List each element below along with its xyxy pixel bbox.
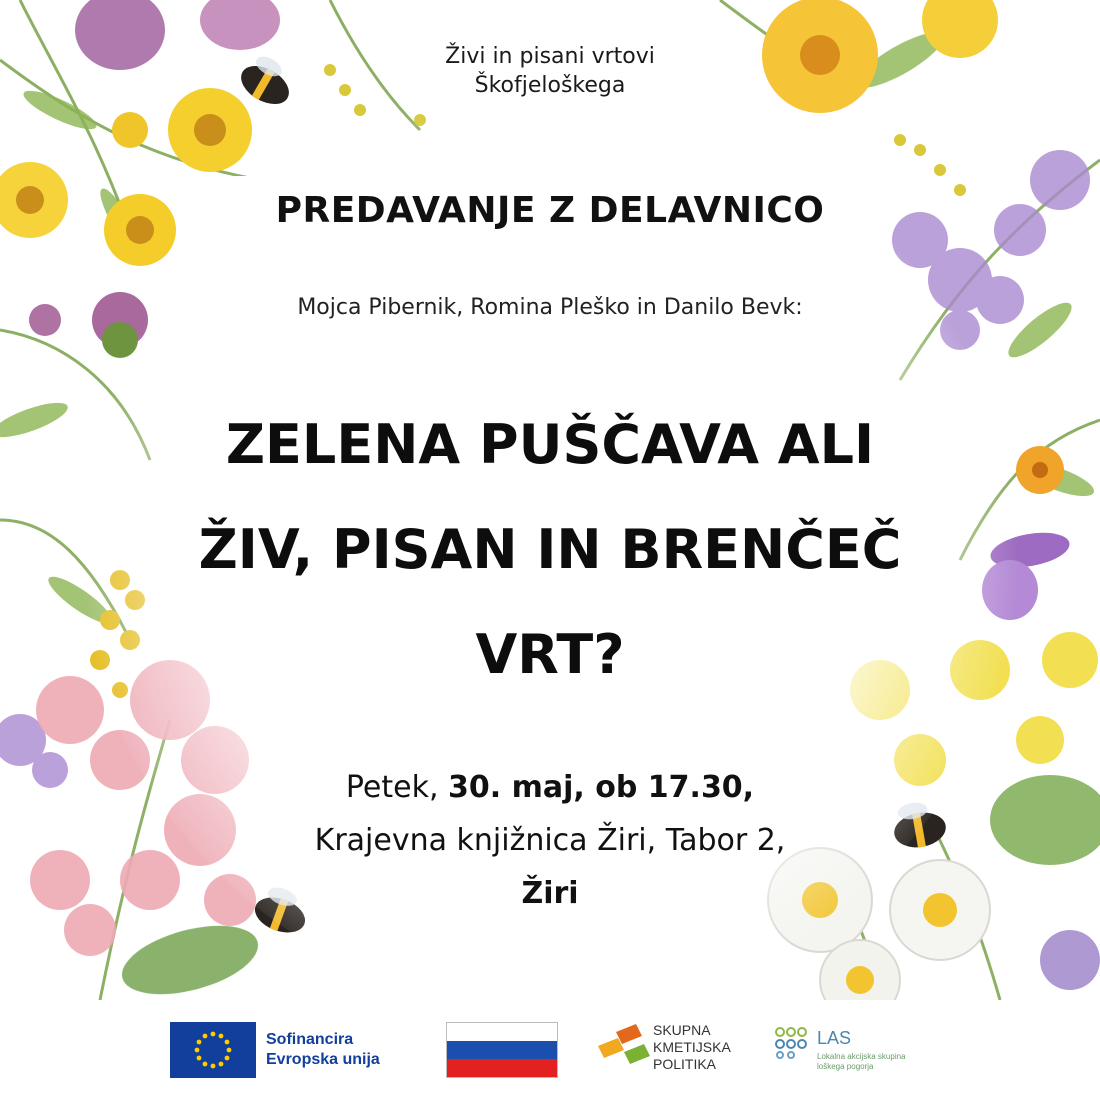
eu-line1: Sofinancira bbox=[266, 1031, 354, 1048]
skp-line2: KMETIJSKA bbox=[653, 1039, 731, 1055]
series-title bbox=[0, 42, 1100, 100]
lecture-title-line3: VRT? bbox=[475, 623, 625, 686]
las-sub-line1: Lokalna akcijska skupina bbox=[817, 1052, 906, 1061]
las-name: LAS bbox=[817, 1028, 852, 1048]
eu-cofinance-label bbox=[266, 1030, 380, 1070]
event-day: Petek, bbox=[345, 770, 439, 805]
skp-line3: POLITIKA bbox=[653, 1056, 717, 1072]
skp-line1: SKUPNA bbox=[653, 1022, 711, 1038]
series-title-line2: Škofjeloškega bbox=[474, 73, 626, 98]
lecture-title-line2: ŽIV, PISAN IN BRENČEČ bbox=[198, 518, 902, 581]
event-town: Žiri bbox=[521, 876, 579, 911]
authors-line: Mojca Pibernik, Romina Pleško in Danilo Bevk: bbox=[297, 295, 803, 320]
las-subtitle bbox=[817, 1052, 906, 1072]
sponsor-footer bbox=[0, 1000, 1100, 1100]
event-date-time: 30. maj, ob 17.30, bbox=[448, 770, 755, 805]
lecture-title bbox=[0, 392, 1100, 707]
las-sub-line2: loškega pogorja bbox=[817, 1062, 874, 1071]
skp-label bbox=[653, 1022, 731, 1073]
kicker-heading: PREDAVANJE Z DELAVNICO bbox=[275, 190, 825, 231]
event-venue: Krajevna knjižnica Žiri, Tabor 2, bbox=[314, 823, 786, 858]
series-title-line1: Živi in pisani vrtovi bbox=[445, 44, 655, 69]
las-logo-icon bbox=[773, 1024, 815, 1060]
slovenia-flag-icon bbox=[446, 1022, 558, 1078]
event-date bbox=[0, 770, 1100, 805]
lecture-title-line1: ZELENA PUŠČAVA ALI bbox=[225, 413, 875, 476]
skp-logo-icon bbox=[598, 1024, 650, 1066]
eu-flag-icon bbox=[170, 1022, 256, 1078]
eu-line2: Evropska unija bbox=[266, 1051, 380, 1068]
